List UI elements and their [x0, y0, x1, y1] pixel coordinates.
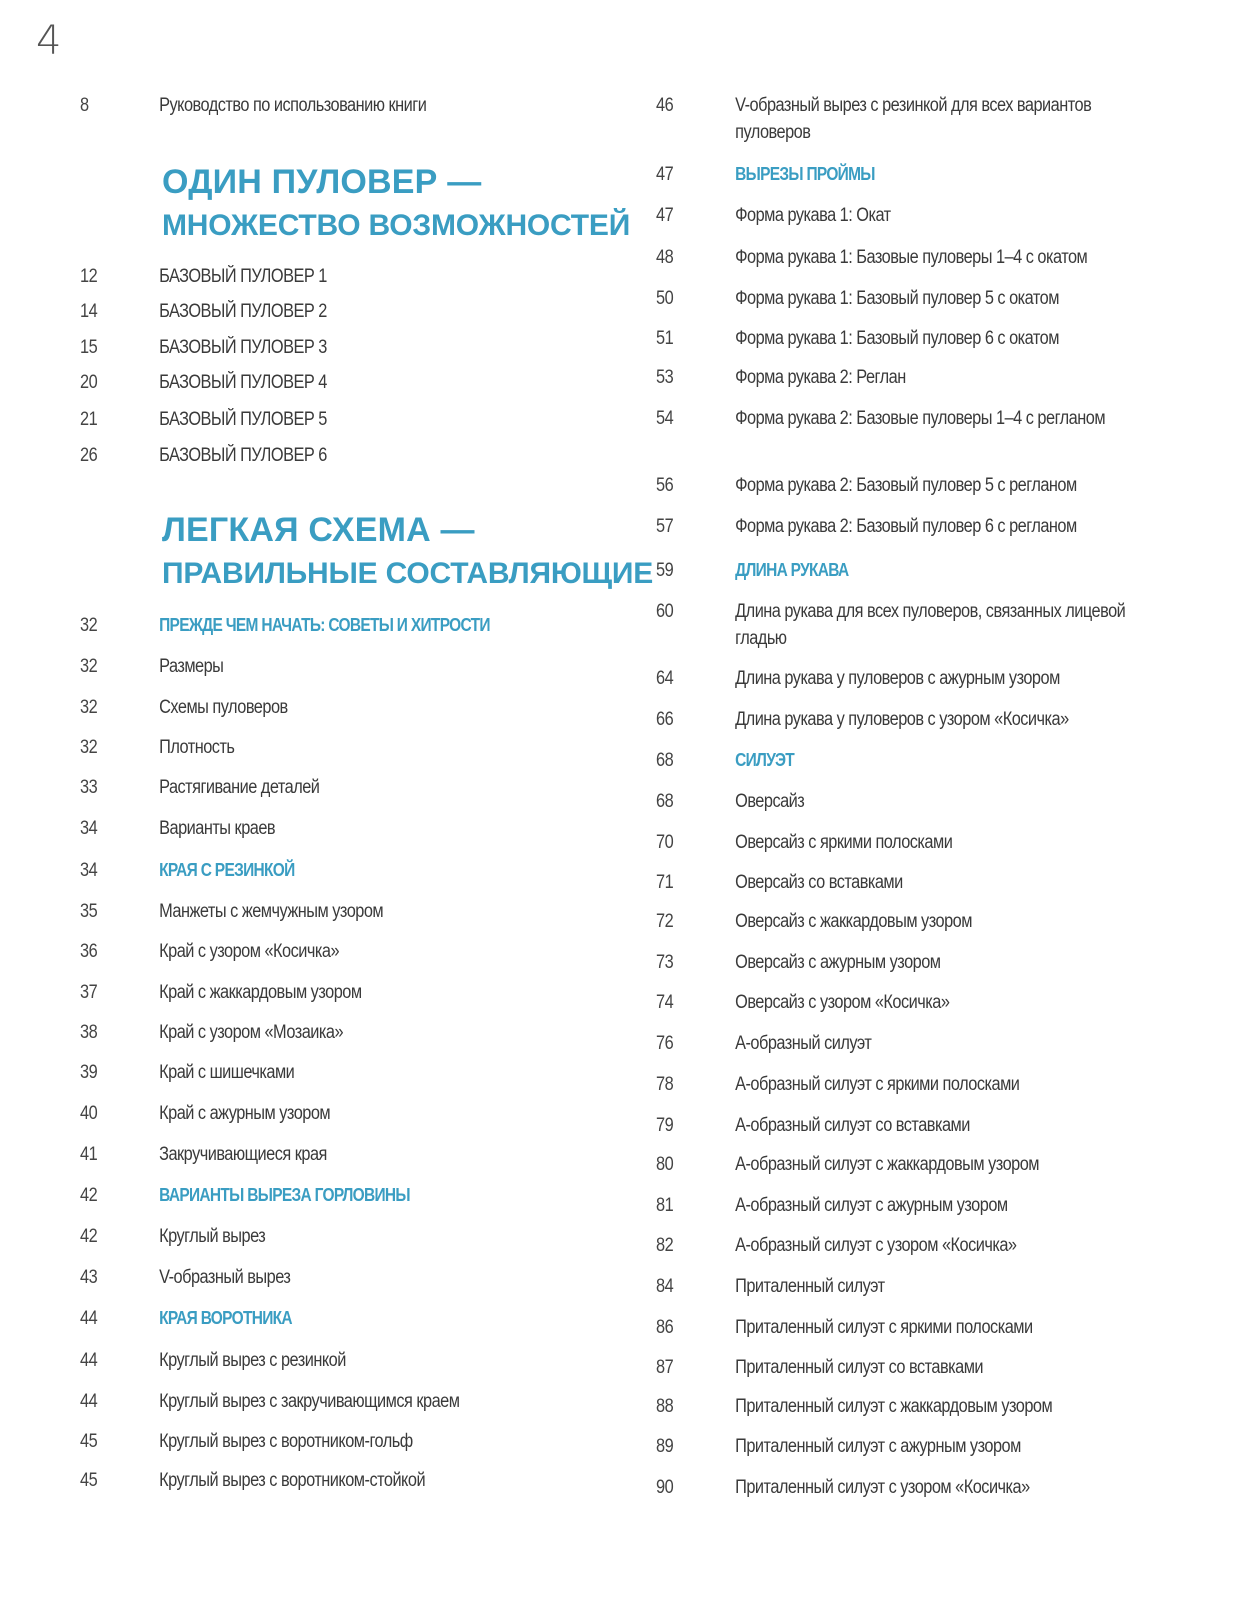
toc-entry-title: V-образный вырез с резинкой для всех вариантов пуловеров	[735, 95, 1092, 143]
toc-entry[interactable]	[656, 788, 1165, 815]
toc-page-number: 38	[80, 1022, 98, 1043]
toc-entry-title: Форма рукава 1: Базовый пуловер 5 с окатом	[735, 288, 1059, 309]
toc-entry[interactable]	[80, 1388, 459, 1415]
toc-page-number: 79	[656, 1115, 674, 1136]
section-title-line-2: МНОЖЕСТВО ВОЗМОЖНОСТЕЙ	[162, 209, 631, 242]
toc-entry-title: Плотность	[159, 737, 235, 758]
toc-page-number: 64	[656, 668, 674, 689]
toc-entry[interactable]	[80, 1347, 346, 1374]
toc-page-number: 73	[656, 952, 674, 973]
toc-page-number: 54	[656, 408, 674, 429]
toc-entry-title: БАЗОВЫЙ ПУЛОВЕР 3	[159, 337, 327, 358]
toc-entry-title: Оверсайз с ажурным узором	[735, 952, 941, 973]
toc-entry-title: А-образный силуэт с яркими полосками	[735, 1074, 1020, 1095]
toc-entry[interactable]	[656, 92, 1165, 146]
toc-entry[interactable]	[656, 285, 1165, 312]
toc-entry-title: Форма рукава 2: Базовый пуловер 6 с регланом	[735, 516, 1077, 537]
toc-entry[interactable]	[656, 1354, 1165, 1381]
toc-entry-title: Руководство по использованию книги	[159, 95, 427, 116]
toc-entry[interactable]	[656, 244, 1165, 271]
toc-entry[interactable]	[80, 898, 383, 925]
toc-entry[interactable]	[80, 815, 275, 842]
toc-section-heading[interactable]	[80, 857, 295, 884]
toc-entry-title: БАЗОВЫЙ ПУЛОВЕР 2	[159, 301, 327, 322]
toc-section-heading[interactable]	[656, 161, 1165, 188]
toc-entry-title: Закручивающиеся края	[159, 1144, 327, 1165]
toc-entry[interactable]	[656, 908, 1165, 935]
toc-page-number: 12	[80, 266, 98, 287]
toc-page-number: 68	[656, 791, 674, 812]
toc-page-number: 60	[656, 601, 674, 622]
toc-entry[interactable]	[80, 369, 327, 396]
toc-entry[interactable]	[656, 364, 1165, 391]
toc-entry-title: Манжеты с жемчужным узором	[159, 901, 384, 922]
toc-entry-title: Край с узором «Мозаика»	[159, 1022, 344, 1043]
toc-entry[interactable]	[80, 334, 327, 361]
toc-entry[interactable]	[80, 442, 327, 469]
toc-page-number: 82	[656, 1235, 674, 1256]
toc-entry[interactable]	[656, 1273, 1165, 1300]
toc-page-number: 56	[656, 475, 674, 496]
toc-entry[interactable]	[656, 1112, 1165, 1139]
toc-entry-title: Край с жаккардовым узором	[159, 982, 362, 1003]
toc-entry[interactable]	[80, 263, 327, 290]
toc-entry[interactable]	[656, 1314, 1165, 1341]
toc-entry-title: Длина рукава у пуловеров с узором «Косичка»	[735, 709, 1069, 730]
toc-page-number: 72	[656, 911, 674, 932]
toc-entry[interactable]	[656, 949, 1165, 976]
toc-entry-title: Приталенный силуэт с ажурным узором	[735, 1436, 1021, 1457]
toc-page-number: 35	[80, 901, 98, 922]
toc-page-number: 80	[656, 1154, 674, 1175]
toc-entry[interactable]	[656, 1071, 1165, 1098]
toc-entry[interactable]	[656, 1232, 1165, 1259]
section-title-line-1: ЛЕГКАЯ СХЕМА —	[162, 511, 475, 549]
toc-entry-title: Растягивание деталей	[159, 777, 320, 798]
toc-entry-title: А-образный силуэт со вставками	[735, 1115, 970, 1136]
toc-section-heading[interactable]	[656, 557, 1165, 584]
toc-entry[interactable]	[656, 1393, 1165, 1420]
toc-entry-title: А-образный силуэт с жаккардовым узором	[735, 1154, 1040, 1175]
toc-page-number: 90	[656, 1477, 674, 1498]
toc-entry[interactable]	[656, 472, 1165, 499]
toc-page-number: 15	[80, 337, 98, 358]
section-title-line-2: ПРАВИЛЬНЫЕ СОСТАВЛЯЮЩИЕ	[162, 557, 654, 590]
toc-page-number: 89	[656, 1436, 674, 1457]
toc-entry[interactable]	[656, 665, 1165, 692]
toc-entry-title: ВАРИАНТЫ ВЫРЕЗА ГОРЛОВИНЫ	[159, 1185, 410, 1205]
toc-entry-title: Размеры	[159, 656, 224, 677]
toc-entry[interactable]	[656, 1433, 1165, 1460]
toc-entry-title: СИЛУЭТ	[735, 750, 795, 770]
toc-entry[interactable]	[80, 1059, 294, 1086]
toc-page-number: 48	[656, 247, 674, 268]
toc-page-number: 78	[656, 1074, 674, 1095]
toc-page-number: 53	[656, 367, 674, 388]
toc-entry-title: Круглый вырез с воротником-гольф	[159, 1431, 413, 1452]
toc-entry-title: КРАЯ С РЕЗИНКОЙ	[159, 860, 295, 880]
toc-entry-title: Приталенный силуэт с яркими полосками	[735, 1317, 1033, 1338]
toc-page-number: 40	[80, 1103, 98, 1124]
toc-entry[interactable]	[80, 694, 288, 721]
toc-page-number: 76	[656, 1033, 674, 1054]
toc-entry[interactable]	[656, 1192, 1165, 1219]
toc-page-number: 50	[656, 288, 674, 309]
toc-page-number: 44	[80, 1350, 98, 1371]
toc-section-heading[interactable]	[80, 1182, 410, 1209]
toc-entry-title: Край с узором «Косичка»	[159, 941, 340, 962]
toc-entry[interactable]	[656, 829, 1165, 856]
toc-entry[interactable]	[656, 598, 1165, 652]
toc-page-number: 66	[656, 709, 674, 730]
toc-entry-title: БАЗОВЫЙ ПУЛОВЕР 5	[159, 409, 327, 430]
toc-page-number: 42	[80, 1226, 98, 1247]
toc-page-number: 20	[80, 372, 98, 393]
toc-entry-title: БАЗОВЫЙ ПУЛОВЕР 4	[159, 372, 327, 393]
toc-page-number: 37	[80, 982, 98, 1003]
toc-entry[interactable]	[80, 1223, 265, 1250]
toc-page-number: 8	[80, 95, 89, 116]
toc-entry[interactable]	[80, 1264, 290, 1291]
toc-entry-title: ДЛИНА РУКАВА	[735, 560, 849, 580]
toc-entry[interactable]	[656, 706, 1165, 733]
toc-entry-title: Приталенный силуэт с жаккардовым узором	[735, 1396, 1053, 1417]
toc-entry-title: КРАЯ ВОРОТНИКА	[159, 1308, 292, 1328]
toc-page-number: 45	[80, 1470, 98, 1491]
toc-page-number: 39	[80, 1062, 98, 1083]
toc-entry[interactable]	[80, 653, 223, 680]
toc-page-number: 44	[80, 1308, 98, 1329]
toc-entry-title: БАЗОВЫЙ ПУЛОВЕР 1	[159, 266, 327, 287]
toc-entry-title: А-образный силуэт с ажурным узором	[735, 1195, 1008, 1216]
toc-entry[interactable]	[656, 325, 1165, 352]
toc-entry-title: Схемы пуловеров	[159, 697, 288, 718]
toc-entry-title: БАЗОВЫЙ ПУЛОВЕР 6	[159, 445, 327, 466]
page-number: 4	[36, 18, 62, 64]
toc-entry-title: Край с шишечками	[159, 1062, 295, 1083]
toc-page-number: 84	[656, 1276, 674, 1297]
toc-page-number: 47	[656, 205, 674, 226]
toc-entry-title: Форма рукава 1: Окат	[735, 205, 891, 226]
toc-entry[interactable]	[656, 989, 1165, 1016]
section-title-easy-scheme	[162, 508, 653, 596]
toc-entry[interactable]	[80, 1428, 413, 1455]
toc-page-number: 68	[656, 750, 674, 771]
toc-entry-title: Длина рукава для всех пуловеров, связанных лицевой гладью	[735, 601, 1126, 649]
toc-entry-title: Приталенный силуэт с узором «Косичка»	[735, 1477, 1030, 1498]
toc-entry-title: Форма рукава 2: Базовые пуловеры 1–4 с регланом	[735, 408, 1106, 429]
toc-entry[interactable]	[656, 202, 1165, 229]
toc-page-number: 81	[656, 1195, 674, 1216]
toc-entry-title: ВЫРЕЗЫ ПРОЙМЫ	[735, 164, 875, 184]
toc-entry-title: Круглый вырез с закручивающимся краем	[159, 1391, 460, 1412]
toc-page-number: 32	[80, 697, 98, 718]
toc-entry-title: Длина рукава у пуловеров с ажурным узором	[735, 668, 1060, 689]
toc-page-number: 43	[80, 1267, 98, 1288]
toc-page-number: 32	[80, 737, 98, 758]
toc-entry-title: Оверсайз	[735, 791, 805, 812]
toc-page-number: 59	[656, 560, 674, 581]
toc-section-heading[interactable]	[80, 612, 490, 639]
toc-page-number: 44	[80, 1391, 98, 1412]
toc-entry-title: Форма рукава 2: Реглан	[735, 367, 906, 388]
toc-entry-title: Круглый вырез с воротником-стойкой	[159, 1470, 426, 1491]
toc-entry-title: Круглый вырез	[159, 1226, 266, 1247]
toc-entry-title: Форма рукава 1: Базовый пуловер 6 с окатом	[735, 328, 1059, 349]
toc-entry[interactable]	[80, 1141, 327, 1168]
toc-entry[interactable]	[80, 1100, 330, 1127]
toc-entry-title: Приталенный силуэт со вставками	[735, 1357, 984, 1378]
toc-entry-title: Варианты краев	[159, 818, 276, 839]
toc-entry[interactable]	[656, 1151, 1165, 1178]
toc-entry[interactable]	[80, 979, 362, 1006]
toc-page-number: 14	[80, 301, 98, 322]
toc-page-number: 46	[656, 95, 674, 116]
toc-page-number: 45	[80, 1431, 98, 1452]
toc-entry-title: V-образный вырез	[159, 1267, 291, 1288]
toc-page-number: 32	[80, 656, 98, 677]
toc-entry[interactable]	[80, 938, 339, 965]
toc-page-number: 74	[656, 992, 674, 1013]
toc-page-number: 86	[656, 1317, 674, 1338]
toc-entry-title: Форма рукава 2: Базовый пуловер 5 с регланом	[735, 475, 1077, 496]
toc-entry[interactable]	[80, 406, 327, 433]
toc-entry-title: Оверсайз с яркими полосками	[735, 832, 953, 853]
toc-entry-title: Оверсайз со вставками	[735, 872, 903, 893]
toc-entry[interactable]	[656, 1030, 1165, 1057]
toc-entry-title: Форма рукава 1: Базовые пуловеры 1–4 с окатом	[735, 247, 1088, 268]
toc-page-number: 36	[80, 941, 98, 962]
toc-entry[interactable]	[80, 734, 234, 761]
toc-page-number: 21	[80, 409, 98, 430]
section-title-one-pullover	[162, 160, 630, 248]
toc-page-number: 34	[80, 860, 98, 881]
toc-entry[interactable]	[80, 1019, 343, 1046]
toc-entry-title: Оверсайз с узором «Косичка»	[735, 992, 950, 1013]
toc-entry-title: Оверсайз с жаккардовым узором	[735, 911, 972, 932]
toc-entry-title: А-образный силуэт с узором «Косичка»	[735, 1235, 1017, 1256]
toc-entry[interactable]	[656, 513, 1165, 540]
toc-page-number: 71	[656, 872, 674, 893]
toc-entry-title: ПРЕЖДЕ ЧЕМ НАЧАТЬ: СОВЕТЫ И ХИТРОСТИ	[159, 615, 490, 635]
toc-page-number: 47	[656, 164, 674, 185]
toc-entry[interactable]	[80, 1467, 425, 1494]
toc-page-number: 88	[656, 1396, 674, 1417]
toc-entry[interactable]	[656, 405, 1165, 432]
toc-page-number: 41	[80, 1144, 98, 1165]
toc-entry-title: А-образный силуэт	[735, 1033, 872, 1054]
toc-page-number: 70	[656, 832, 674, 853]
toc-entry[interactable]	[656, 869, 1165, 896]
toc-page-number: 26	[80, 445, 98, 466]
section-title-line-1: ОДИН ПУЛОВЕР —	[162, 163, 482, 201]
toc-entry[interactable]	[80, 298, 327, 325]
toc-page-number: 57	[656, 516, 674, 537]
toc-entry-intro[interactable]	[80, 92, 426, 119]
toc-entry-title: Приталенный силуэт	[735, 1276, 885, 1297]
toc-section-heading[interactable]	[656, 747, 1165, 774]
toc-entry-title: Круглый вырез с резинкой	[159, 1350, 346, 1371]
toc-page-number: 42	[80, 1185, 98, 1206]
toc-page-number: 33	[80, 777, 98, 798]
toc-page-number: 51	[656, 328, 674, 349]
toc-page-number: 87	[656, 1357, 674, 1378]
toc-entry[interactable]	[80, 774, 319, 801]
toc-section-heading[interactable]	[80, 1305, 292, 1332]
toc-entry-title: Край с ажурным узором	[159, 1103, 331, 1124]
toc-page-number: 34	[80, 818, 98, 839]
toc-page-number: 32	[80, 615, 98, 636]
toc-entry[interactable]	[656, 1474, 1165, 1501]
